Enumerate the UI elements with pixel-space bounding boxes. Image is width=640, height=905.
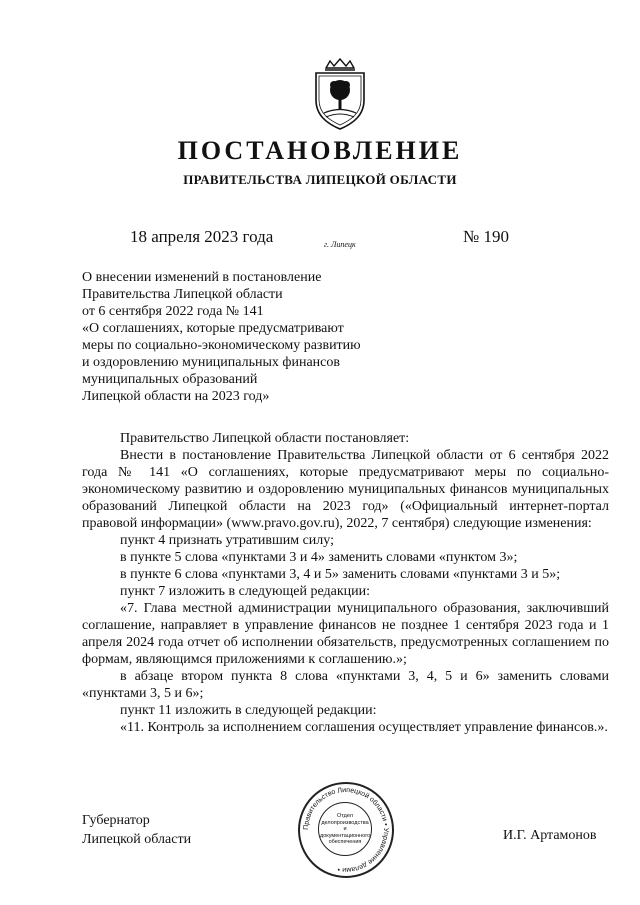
body-paragraph: пункт 7 изложить в следующей редакции: [120,584,370,599]
subject-line: О внесении изменений в постановление [82,270,322,285]
document-date: 18 апреля 2023 года [130,227,274,246]
subject-line: меры по социально-экономическому развитию [82,338,361,353]
document-number: № 190 [463,227,509,246]
document-body [82,430,609,736]
signatory-name: И.Г. Артамонов [503,828,597,843]
official-stamp [298,782,394,878]
coat-of-arms-emblem [312,58,368,130]
body-paragraph: пункт 4 признать утратившим силу; [120,533,334,548]
subject-line: «О соглашениях, которые предусматривают [82,321,344,336]
subject-line: Липецкой области на 2023 год» [82,389,270,404]
document-title: ПОСТАНОВЛЕНИЕ [177,136,463,165]
signature-role-line: Губернатор [82,813,150,828]
body-paragraph: в пункте 5 слова «пунктами 3 и 4» заменить словами «пунктом 3»; [120,550,518,565]
body-paragraph: Внести в постановление Правительства Липецкой области от 6 сентября 2022 года № 141 «О соглашениях, которые предусматривают меры по социально-экономическому развитию и оздоровлению муниципальных финансов муниципальных образований Липецкой области на 2023 год» («Официальный интернет-портал правовой информации» (www.pravo.gov.ru), 2022, 7 сентября) следующие изменения: [82,448,609,531]
stamp-inner-text: Отдел делопроизводства и документационного обеспечения [320,813,371,845]
signature-role [82,811,191,849]
document-subject [82,269,382,405]
subject-line: муниципальных образований [82,372,258,387]
subject-line: и оздоровлению муниципальных финансов [82,355,340,370]
body-paragraph: пункт 11 изложить в следующей редакции: [120,703,377,718]
svg-text:Правительство Липецкой области: Правительство Липецкой области • Управление делами • [302,786,390,874]
subject-line: от 6 сентября 2022 года № 141 [82,304,264,319]
body-paragraph: «11. Контроль за исполнением соглашения осуществляет управление финансов.». [120,720,608,735]
signature-role-line: Липецкой области [82,832,192,847]
body-paragraph: Правительство Липецкой области постановляет: [120,431,410,446]
body-paragraph: в пункте 6 слова «пунктами 3, 4 и 5» заменить словами «пунктами 3 и 5»; [120,567,561,582]
document-subtitle: ПРАВИТЕЛЬСТВА ЛИПЕЦКОЙ ОБЛАСТИ [183,172,457,187]
body-paragraph: в абзаце втором пункта 8 слова «пунктами 3, 4, 5 и 6» заменить словами «пунктами 3, 5 и 6»; [82,669,609,701]
subject-line: Правительства Липецкой области [82,287,283,302]
body-paragraph: «7. Глава местной администрации муниципального образования, заключивший соглашение, направляет в управление финансов не позднее 1 сентября 2023 года и 1 апреля 2024 года отчет об исполнении обязательств, предусмотренных соглашением по формам, являющимся приложениями к соглашению.»; [82,601,609,667]
document-city: г. Липецк [324,240,356,249]
